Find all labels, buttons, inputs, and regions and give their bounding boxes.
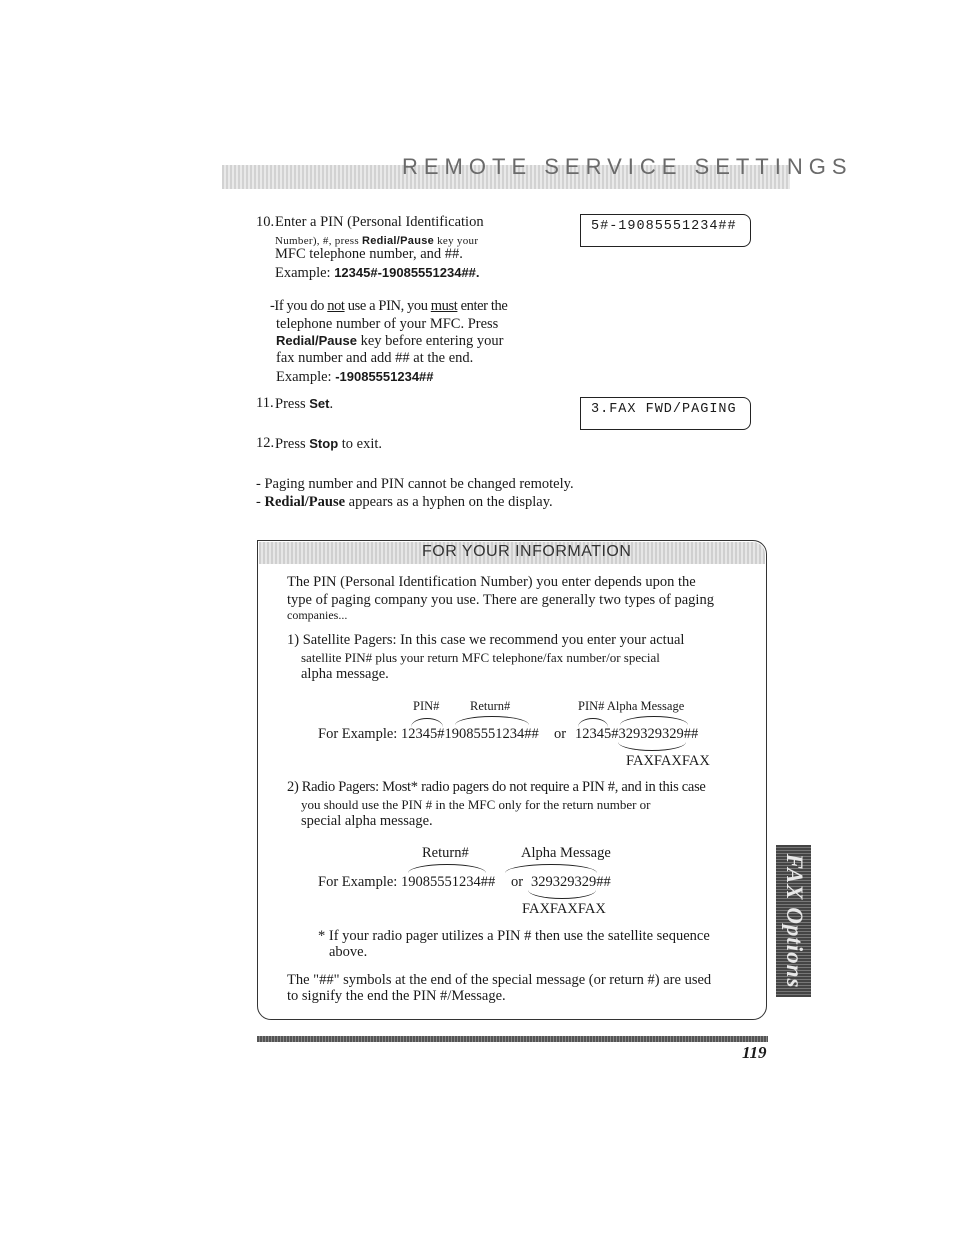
note-redial-pause	[256, 494, 553, 511]
note-line-4: fax number and add ## at the end.	[276, 350, 474, 366]
example-value: 12345#-19085551234##.	[334, 265, 480, 280]
example-label: Example:	[275, 265, 335, 281]
footer-rule	[257, 1036, 768, 1042]
note-line-2: telephone number of your MFC. Press	[276, 316, 499, 332]
step-11-a: Press	[275, 396, 310, 412]
example-label: Example:	[276, 369, 336, 385]
stop-key: Stop	[309, 436, 339, 451]
step-10-line3: MFC telephone number, and ##.	[275, 246, 463, 262]
step-10-line2-a: Number), #, press	[275, 235, 362, 247]
step-10-line4	[275, 264, 480, 282]
satellite-example-b: 12345#329329329##	[575, 726, 699, 742]
radio-line-2: you should use the PIN # in the MFC only for the return number or	[301, 797, 651, 812]
step-11-c: .	[329, 396, 334, 412]
step-12-number: 12.	[256, 435, 275, 451]
note-line-1-e: enter the	[457, 298, 508, 314]
satellite-line-1: 1) Satellite Pagers: In this case we recommend you enter your actual	[287, 632, 685, 648]
lcd-display-fax-fwd: 3.FAX FWD/PAGING	[580, 397, 751, 430]
note-dash: -	[256, 494, 265, 510]
section-header-text: REMOTE SERVICE SETTINGS	[402, 154, 853, 179]
fyi-intro-1: The PIN (Personal Identification Number) you enter depends upon the	[287, 574, 696, 590]
page-number: 119	[742, 1043, 767, 1062]
example-value: -19085551234##	[335, 369, 434, 384]
redial-pause-key: Redial/Pause	[276, 333, 357, 348]
redial-pause-key: Redial/Pause	[264, 494, 346, 510]
radio-example-a: For Example: 19085551234##	[318, 874, 496, 890]
note-must: must	[430, 298, 458, 314]
radio-line-1: 2) Radio Pagers: Most* radio pagers do not require a PIN #, and in this case	[287, 779, 706, 795]
fyi-end-1: The "##" symbols at the end of the special message (or return #) are used	[287, 972, 712, 988]
radio-label-alpha: Alpha Message	[521, 845, 611, 861]
radio-footnote-2: above.	[329, 944, 368, 960]
fyi-title: FOR YOUR INFORMATION	[422, 543, 632, 560]
note-paging-number: - Paging number and PIN cannot be changed remotely.	[256, 476, 574, 492]
fyi-intro-2: type of paging company you use. There are generally two types of paging	[287, 592, 714, 608]
fyi-intro-3: companies...	[287, 608, 348, 622]
satellite-example-a: For Example: 12345#19085551234##	[318, 726, 539, 742]
note-line-3	[276, 332, 504, 350]
step-12-a: Press	[275, 436, 310, 452]
radio-faxfaxfax: FAXFAXFAX	[522, 901, 606, 917]
note-line-3-b: key before entering your	[356, 333, 504, 349]
label-pin-alpha: PIN# Alpha Message	[578, 699, 685, 713]
note-redial-rest: appears as a hyphen on the display.	[345, 494, 553, 510]
set-key: Set	[309, 396, 330, 411]
lcd-display-pin: 5#-19085551234##	[580, 214, 751, 247]
step-11-text	[275, 395, 333, 413]
label-pin: PIN#	[413, 699, 440, 713]
label-return: Return#	[470, 699, 511, 713]
side-tab-label: FAX Options	[781, 853, 807, 989]
section-header-band	[222, 154, 853, 189]
satellite-example	[318, 726, 539, 743]
radio-example-or: or	[511, 874, 524, 890]
satellite-line-3: alpha message.	[301, 666, 389, 682]
side-tab	[776, 845, 811, 997]
step-10-number: 10.	[256, 214, 275, 230]
satellite-example-or: or	[554, 726, 567, 742]
note-line-1-a: -If you do	[270, 298, 328, 314]
note-line-5	[276, 368, 434, 386]
radio-line-3: special alpha message.	[301, 813, 433, 829]
step-12-c: to exit.	[338, 436, 383, 452]
note-line-1	[270, 298, 507, 315]
radio-footnote-1: * If your radio pager utilizes a PIN # then use the satellite sequence	[318, 928, 710, 944]
step-10-line2-c: key your	[434, 235, 479, 247]
radio-label-return: Return#	[422, 845, 469, 861]
step-11-number: 11.	[256, 395, 274, 411]
step-12-text	[275, 435, 382, 453]
satellite-line-2: satellite PIN# plus your return MFC telephone/fax number/or special	[301, 650, 660, 665]
note-not: not	[327, 298, 345, 314]
redial-pause-key: Redial/Pause	[361, 235, 435, 247]
radio-example-b: 329329329##	[531, 874, 611, 890]
satellite-faxfaxfax: FAXFAXFAX	[626, 753, 710, 769]
fyi-end-2: to signify the end the PIN #/Message.	[287, 988, 506, 1004]
step-10-line1: Enter a PIN (Personal Identification	[275, 214, 484, 230]
note-line-1-c: use a PIN, you	[344, 298, 431, 314]
